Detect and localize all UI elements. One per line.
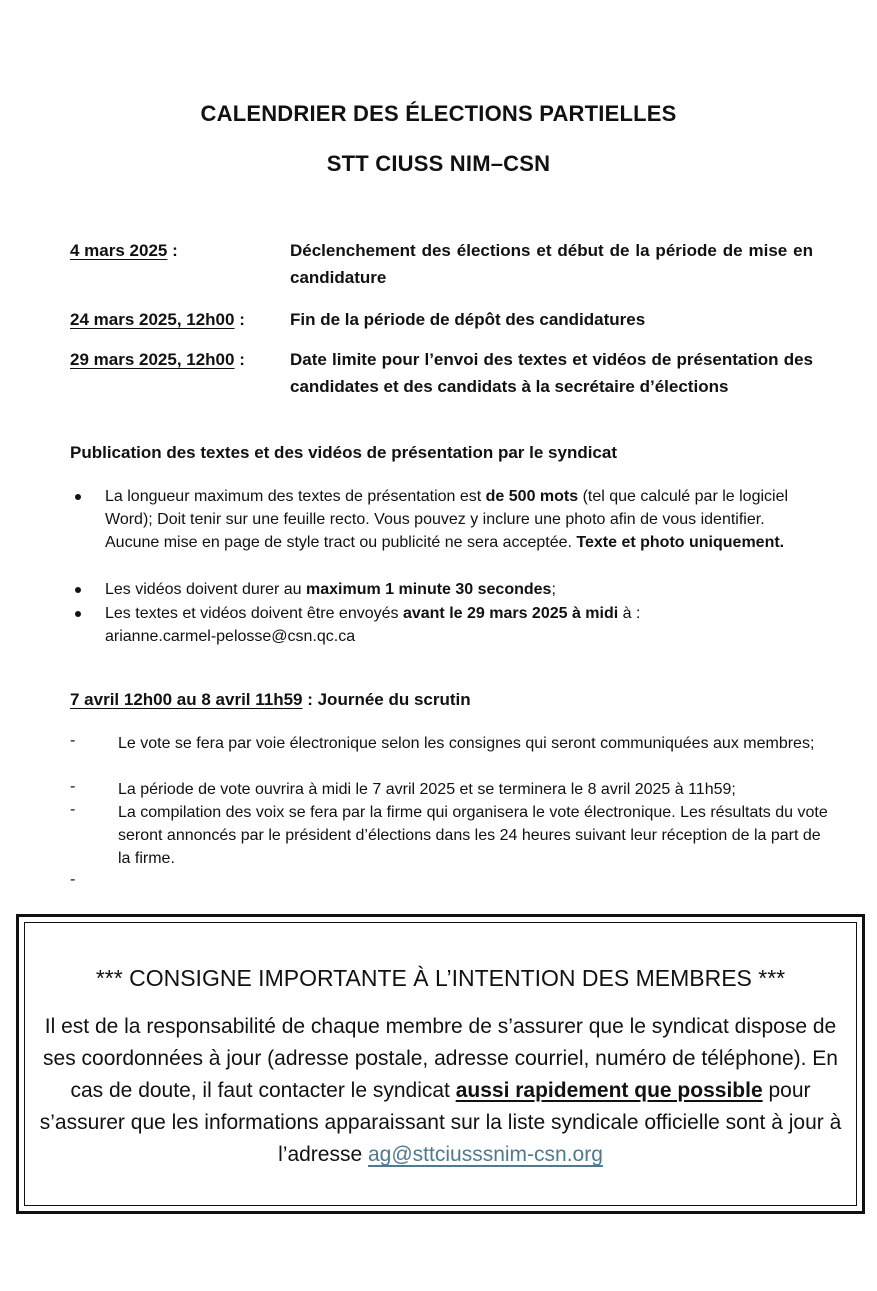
notice-box (16, 914, 865, 1214)
bullet-icon (75, 494, 81, 500)
list-item: Le vote se fera par voie électronique selon les consignes qui seront communiquées aux membres; (118, 735, 815, 752)
publication-heading: Publication des textes et des vidéos de présentation par le syndicat (70, 443, 618, 462)
entry-date: 4 mars 2025 : (70, 241, 178, 260)
list-item: La période de vote ouvrira à midi le 7 avril 2025 et se terminera le 8 avril 2025 à 11h59; (118, 781, 736, 798)
dash-marker: - (70, 801, 76, 818)
entry-date: 24 mars 2025, 12h00 : (70, 310, 245, 329)
dash-marker: - (70, 778, 76, 795)
list-item: La longueur maximum des textes de présentation est de 500 mots (tel que calculé par le logiciel Word); Doit tenir sur une feuille recto. Vous pouvez y inclure une photo afin de vous identifier. Aucune mise en page de style tract ou publicité ne sera acceptée. Texte et photo uniquement. (105, 488, 789, 551)
dash-marker: - (70, 732, 76, 749)
notice-email-link[interactable]: ag@sttciusssnim-csn.org (368, 1143, 603, 1166)
dash-marker: - (70, 871, 76, 888)
entry-date: 29 mars 2025, 12h00 : (70, 350, 245, 369)
list-item: Les textes et vidéos doivent être envoyés avant le 29 mars 2025 à midi à : arianne.carmel-pelosse@csn.qc.ca (105, 605, 641, 645)
contact-email: arianne.carmel-pelosse@csn.qc.ca (105, 628, 356, 645)
vote-heading: 7 avril 12h00 au 8 avril 11h59 : Journée du scrutin (70, 690, 471, 709)
notice-body: Il est de la responsabilité de chaque membre de s’assurer que le syndicat dispose de ses coordonnées à jour (adresse postale, adresse courriel, numéro de téléphone). En cas de doute, il faut contacter le syndicat aussi rapidement que possible pour s’assurer que les informations apparaissant sur la liste syndicale officielle sont à jour à l’adresse ag@sttciusssnim-csn.org (39, 1015, 842, 1166)
bullet-icon (75, 611, 81, 617)
entry-description: Fin de la période de dépôt des candidatures (290, 310, 646, 329)
list-item: La compilation des voix se fera par la firme qui organisera le vote électronique. Les résultats du vote seront annoncés par le président d’élections dans les 24 heures suivant leur réception de la part de la firme. (118, 804, 828, 867)
document-title: CALENDRIER DES ÉLECTIONS PARTIELLES (200, 101, 677, 126)
document-subtitle: STT CIUSS NIM–CSN (326, 151, 551, 176)
bullet-icon (75, 587, 81, 593)
notice-title: *** CONSIGNE IMPORTANTE À L’INTENTION DES MEMBRES *** (95, 965, 786, 991)
entry-description: Déclenchement des élections et début de la période de mise en candidature (290, 241, 813, 287)
list-item: Les vidéos doivent durer au maximum 1 minute 30 secondes; (105, 581, 556, 598)
notice-emphasis: aussi rapidement que possible (455, 1079, 763, 1102)
entry-description: Date limite pour l’envoi des textes et vidéos de présentation des candidates et des candidats à la secrétaire d’élections (290, 350, 813, 396)
